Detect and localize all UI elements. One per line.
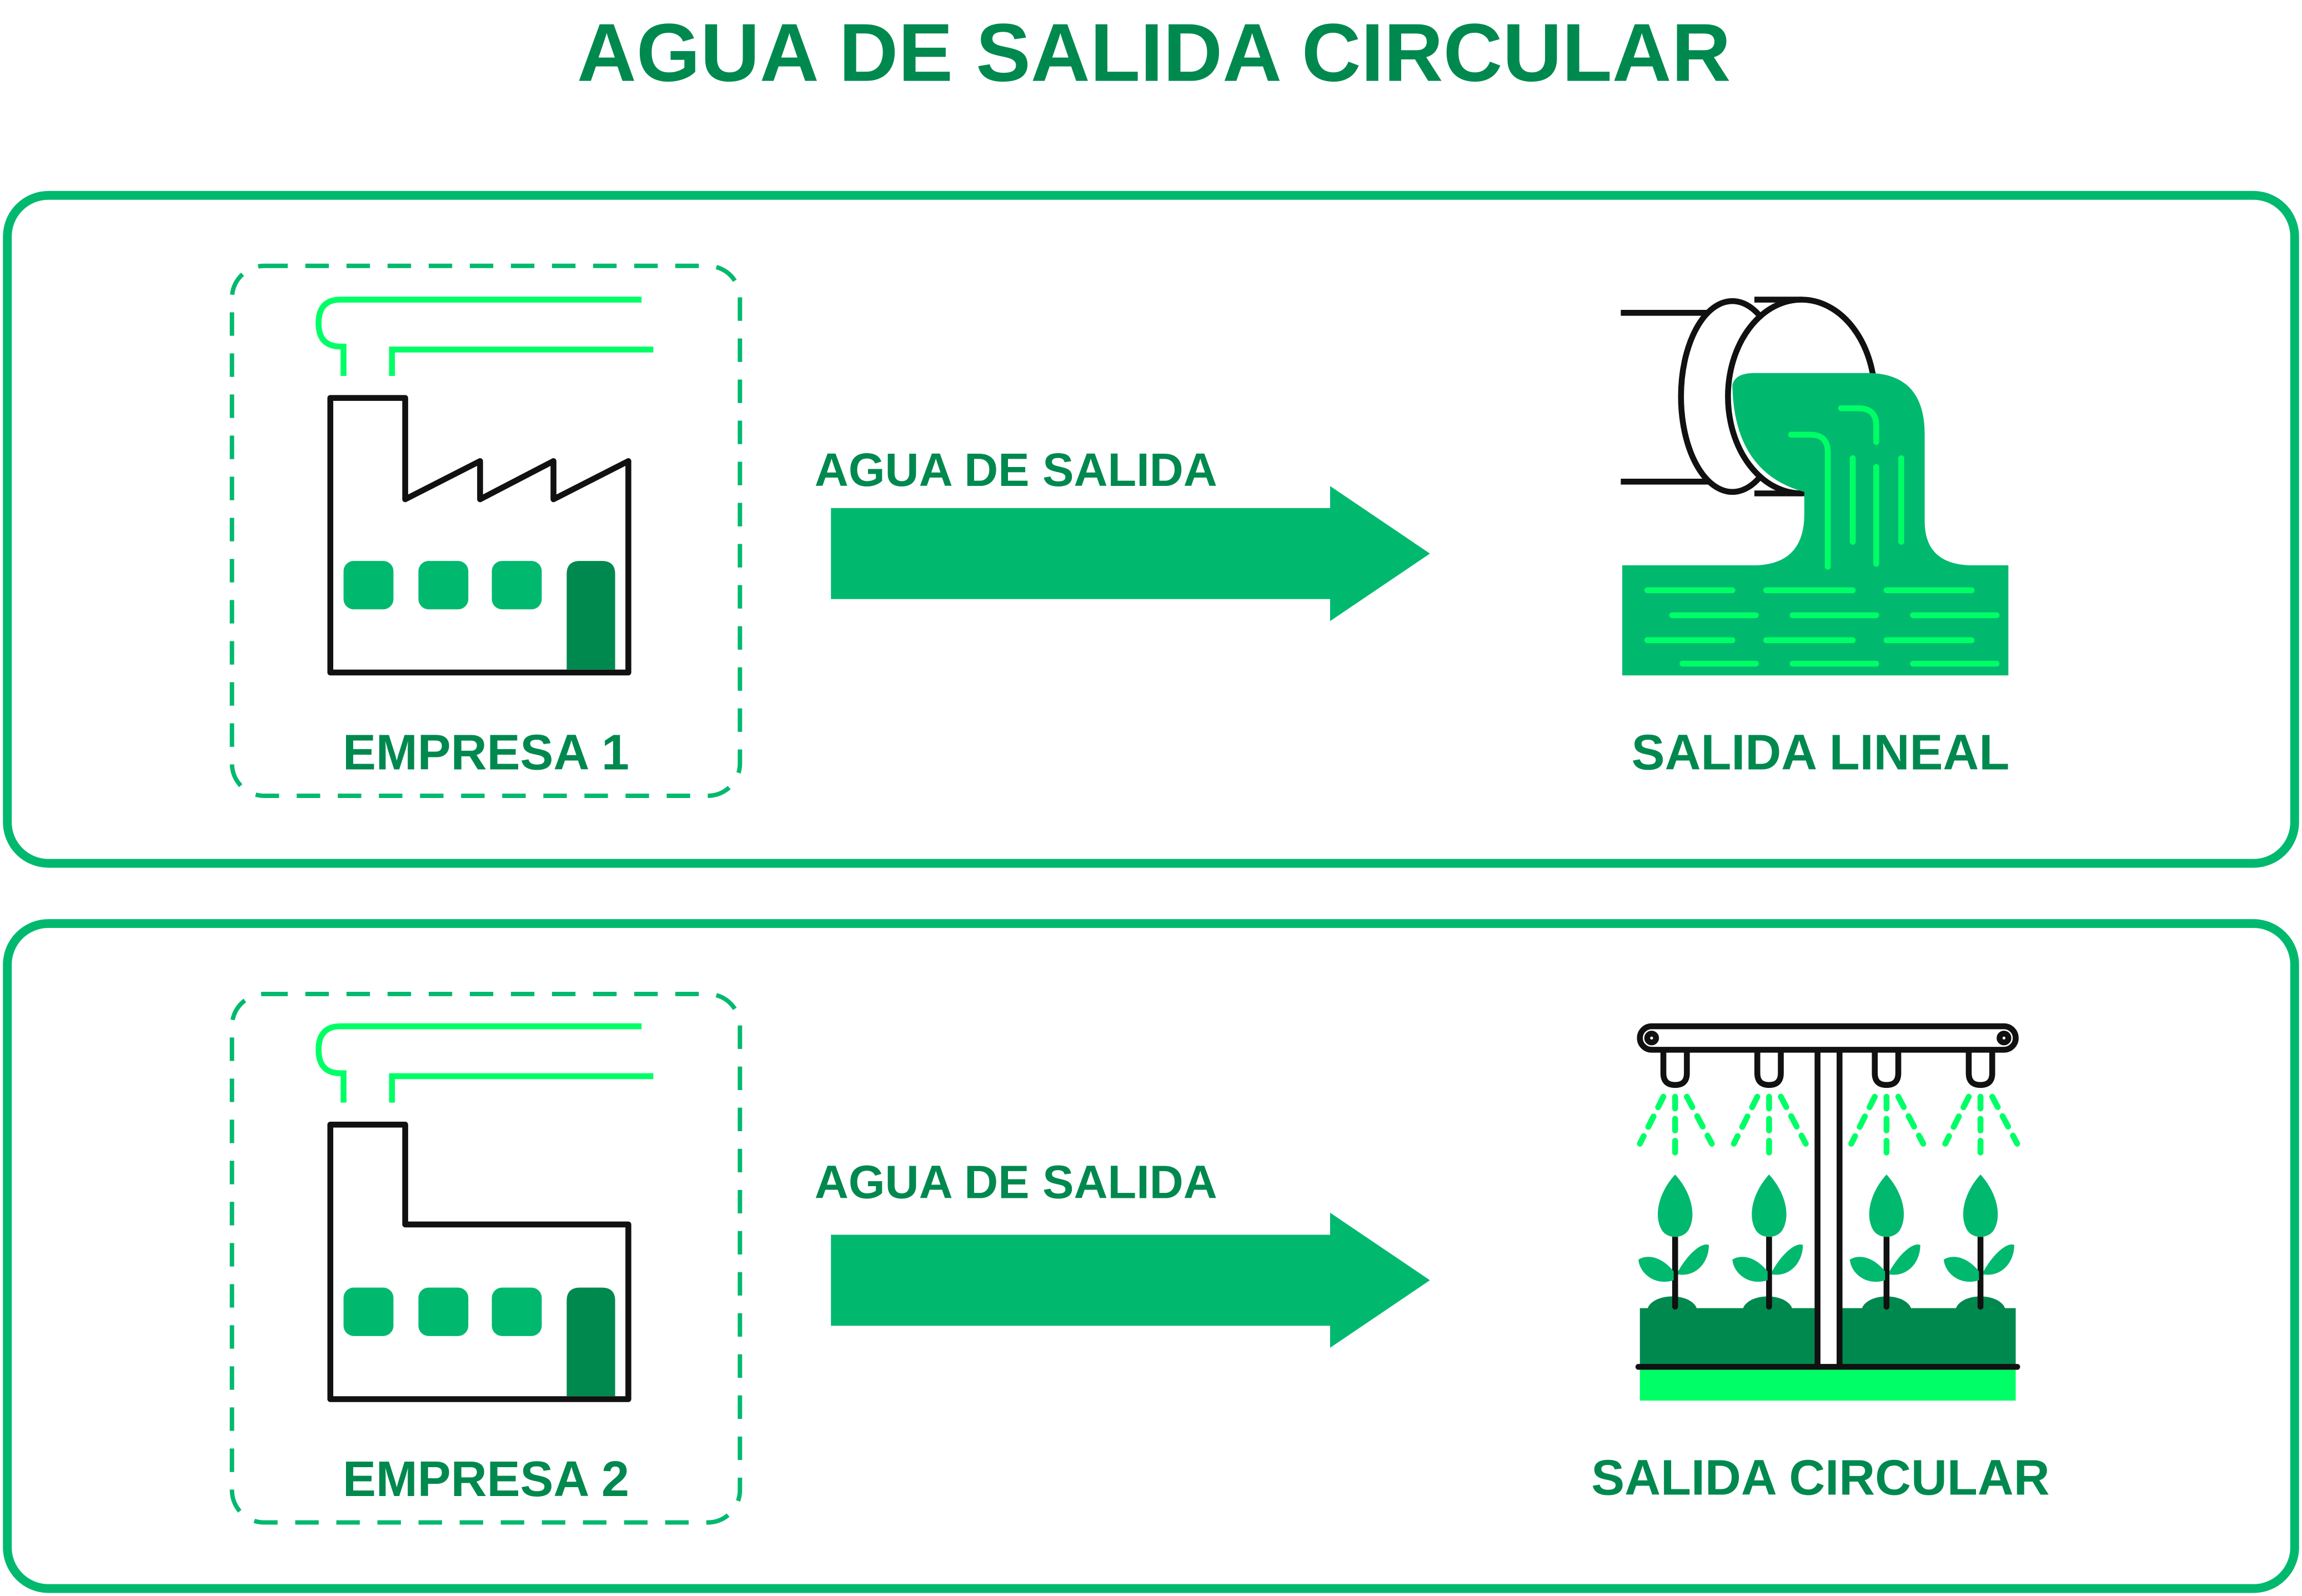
outcome-label: SALIDA LINEAL (1631, 725, 2010, 781)
drain-pipe-discharge-icon (1621, 300, 2008, 676)
page-title: AGUA DE SALIDA CIRCULAR (576, 7, 1731, 99)
company-boundary (232, 266, 740, 796)
factory-sawtooth-icon (319, 300, 654, 672)
factory-flat-icon (319, 1026, 654, 1399)
company-label: EMPRESA 2 (342, 1451, 629, 1507)
arrow-right-icon (831, 1213, 1430, 1348)
arrow-right-icon (831, 486, 1430, 621)
outcome-label: SALIDA CIRCULAR (1591, 1450, 2050, 1506)
company-label: EMPRESA 1 (342, 725, 629, 781)
arrow-label: AGUA DE SALIDA (814, 1155, 1217, 1208)
irrigation-greenhouse-icon (1638, 1026, 2017, 1401)
panel-circular (7, 924, 2295, 1589)
panel-linear (7, 195, 2295, 864)
arrow-label: AGUA DE SALIDA (814, 443, 1217, 496)
